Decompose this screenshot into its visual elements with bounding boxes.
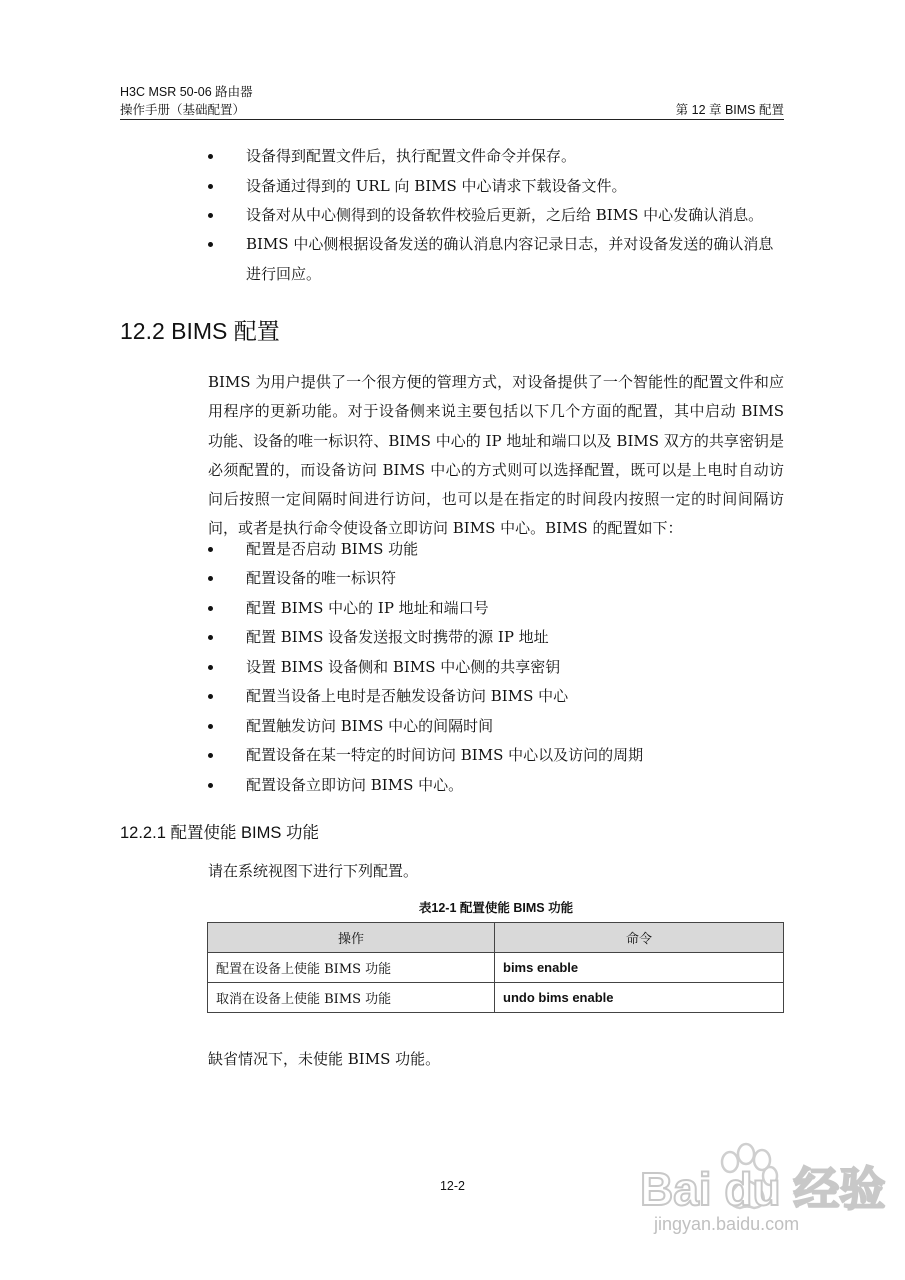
bullet-icon: [208, 154, 213, 159]
table-header-operation: 操作: [208, 923, 495, 953]
section-paragraph: BIMS 为用户提供了一个很方便的管理方式，对设备提供了一个智能性的配置文件和应用程序的更新功能。对于设备侧来说主要包括以下几个方面的配置，其中启动 BIMS 功能、设备的唯一标识符、BIMS 中心的 IP 地址和端口以及 BIMS 双方的共享密钥是必须配置的，而设备访问 BIMS 中心的方式则可以选择配置，既可以是上电时自动访问后按照一定间隔时间进行访问，也可以是在指定的时间段内按照一定的时间间隔访问，或者是执行命令使设备立即访问 BIMS 中心。BIMS 的配置如下：: [208, 373, 784, 538]
command-table: [207, 922, 784, 1013]
default-note: 缺省情况下，未使能 BIMS 功能。: [208, 1050, 441, 1068]
bullet-icon: [208, 724, 213, 729]
bullet-icon: [208, 184, 213, 189]
page-number: 12-2: [439, 1179, 466, 1193]
table-row: [208, 953, 784, 983]
bullet-icon: [208, 665, 213, 670]
header-product: H3C MSR 50-06 路由器: [120, 85, 253, 99]
watermark-url: jingyan.baidu.com: [654, 1214, 800, 1234]
table-cell-command: bims enable: [495, 953, 784, 983]
bullet-icon: [208, 242, 213, 247]
watermark-brand: Bai du 经验: [640, 1163, 886, 1215]
bullet-icon: [208, 547, 213, 552]
table-cell-command: undo bims enable: [495, 983, 784, 1013]
table-row: [208, 983, 784, 1013]
header-rule: [120, 119, 784, 120]
section-title: 12.2 BIMS 配置: [120, 318, 280, 344]
table-header-row: [208, 923, 784, 953]
subsection-title: 12.2.1 配置使能 BIMS 功能: [120, 824, 319, 842]
table-cell-operation: 取消在设备上使能 BIMS 功能: [208, 983, 495, 1013]
bullet-icon: [208, 576, 213, 581]
table-header-command: 命令: [495, 923, 784, 953]
bullet-icon: [208, 606, 213, 611]
bullet-icon: [208, 753, 213, 758]
header-manual: 操作手册（基础配置）: [120, 103, 246, 117]
bullet-icon: [208, 213, 213, 218]
bullet-icon: [208, 635, 213, 640]
table-caption: 表12-1 配置使能 BIMS 功能: [418, 901, 574, 915]
header-chapter: 第 12 章 BIMS 配置: [675, 103, 784, 117]
bullet-icon: [208, 783, 213, 788]
subsection-intro: 请在系统视图下进行下列配置。: [208, 862, 419, 880]
bullet-icon: [208, 694, 213, 699]
table-cell-operation: 配置在设备上使能 BIMS 功能: [208, 953, 495, 983]
